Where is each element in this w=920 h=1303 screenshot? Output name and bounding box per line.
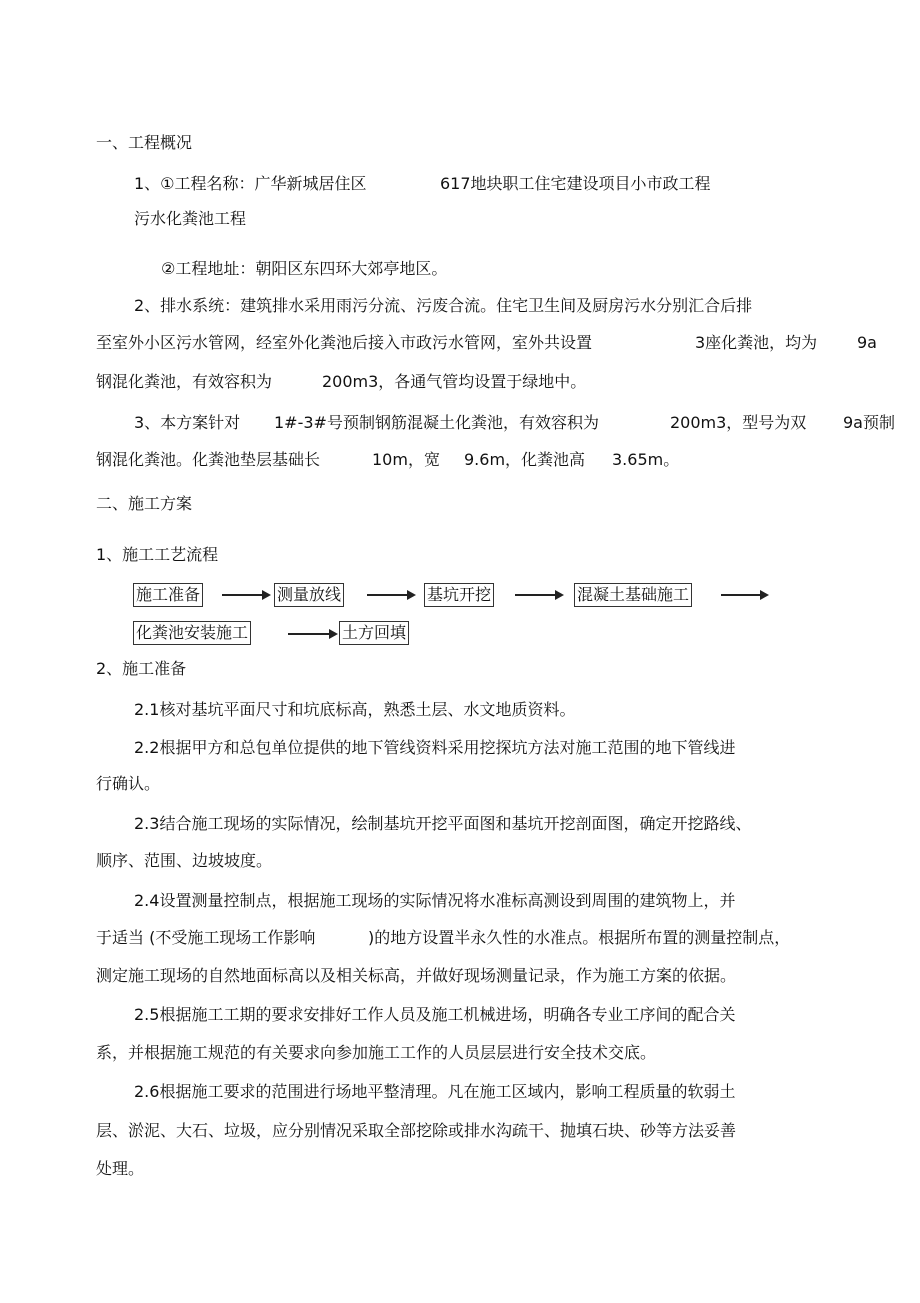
scope-line2-b: 10m，宽 xyxy=(372,450,440,469)
para-2-6-line1: 2.6根据施工要求的范围进行场地平整清理。凡在施工区域内，影响工程质量的软弱土 xyxy=(134,1082,736,1101)
scope-line1-c: 200m3，型号为双 xyxy=(670,413,807,432)
scope-line2-a: 钢混化粪池。化粪池垫层基础长 xyxy=(96,450,321,469)
drainage-system-line2: 至室外小区污水管网，经室外化粪池后接入市政污水管网，室外共设置 xyxy=(96,333,593,352)
section-heading-overview: 一、工程概况 xyxy=(96,133,193,152)
project-name-line2: 污水化粪池工程 xyxy=(134,209,247,228)
drainage-system-type: 9a xyxy=(857,333,877,352)
para-2-3-line2: 顺序、范围、边坡坡度。 xyxy=(96,851,273,870)
scope-line2-c: 9.6m，化粪池高 xyxy=(464,450,586,469)
para-2-2-line2: 行确认。 xyxy=(96,774,161,793)
para-2-4-line1: 2.4设置测量控制点，根据施工现场的实际情况将水准标高测设到周围的建筑物上，并 xyxy=(134,891,736,910)
para-2-1: 2.1核对基坑平面尺寸和坑底标高，熟悉土层、水文地质资料。 xyxy=(134,700,576,719)
para-2-3-line1: 2.3结合施工现场的实际情况，绘制基坑开挖平面图和基坑开挖剖面图，确定开挖路线、 xyxy=(134,814,752,833)
project-address: ②工程地址：朝阳区东四环大郊亭地区。 xyxy=(161,259,448,278)
para-2-5-line1: 2.5根据施工工期的要求安排好工作人员及施工机械进场，明确各专业工序间的配合关 xyxy=(134,1005,736,1024)
para-2-6-line2: 层、淤泥、大石、垃圾，应分别情况采取全部挖除或排水沟疏干、抛填石块、砂等方法妥善 xyxy=(96,1121,737,1140)
flow-step-foundation: 混凝土基础施工 xyxy=(574,583,692,607)
drainage-system-count: 3座化粪池，均为 xyxy=(695,333,818,352)
section-heading-plan: 二、施工方案 xyxy=(96,494,193,513)
flow-arrow-4 xyxy=(721,594,766,596)
flow-step-prep: 施工准备 xyxy=(133,583,203,607)
para-2-4-line2-b: )的地方设置半永久性的水准点。根据所布置的测量控制点， xyxy=(368,928,791,947)
flow-arrow-5 xyxy=(288,633,335,635)
scope-line1-b: 1#-3#号预制钢筋混凝土化粪池，有效容积为 xyxy=(274,413,599,432)
scope-line1-a: 3、本方案针对 xyxy=(134,413,241,432)
drainage-system-line1: 2、排水系统：建筑排水采用雨污分流、污废合流。住宅卫生间及厨房污水分别汇合后排 xyxy=(134,296,753,315)
project-name-line: 1、①工程名称：广华新城居住区 xyxy=(134,174,367,193)
flow-arrow-1 xyxy=(222,594,268,596)
flow-step-backfill: 土方回填 xyxy=(339,621,409,645)
scope-line2-d: 3.65m。 xyxy=(612,450,680,469)
flow-step-survey: 测量放线 xyxy=(274,583,344,607)
para-2-5-line2: 系，并根据施工规范的有关要求向参加施工工作的人员层层进行安全技术交底。 xyxy=(96,1043,657,1062)
project-name-continued: 617地块职工住宅建设项目小市政工程 xyxy=(440,174,711,193)
para-2-4-line2-a: 于适当 (不受施工现场工作影响 xyxy=(96,928,316,947)
flow-step-install: 化粪池安装施工 xyxy=(133,621,251,645)
drainage-system-line3: 钢混化粪池，有效容积为 xyxy=(96,372,273,391)
flow-title: 1、施工工艺流程 xyxy=(96,545,219,564)
para-2-6-line3: 处理。 xyxy=(96,1159,145,1178)
para-2-2-line1: 2.2根据甲方和总包单位提供的地下管线资料采用挖探坑方法对施工范围的地下管线进 xyxy=(134,738,736,757)
flow-arrow-3 xyxy=(515,594,561,596)
flow-arrow-2 xyxy=(367,594,413,596)
prep-title: 2、施工准备 xyxy=(96,659,187,678)
drainage-system-volume: 200m3，各通气管均设置于绿地中。 xyxy=(322,372,587,391)
flow-step-excavation: 基坑开挖 xyxy=(424,583,494,607)
para-2-4-line3: 测定施工现场的自然地面标高以及相关标高，并做好现场测量记录，作为施工方案的依据。 xyxy=(96,966,737,985)
scope-line1-d: 9a预制 xyxy=(843,413,895,432)
